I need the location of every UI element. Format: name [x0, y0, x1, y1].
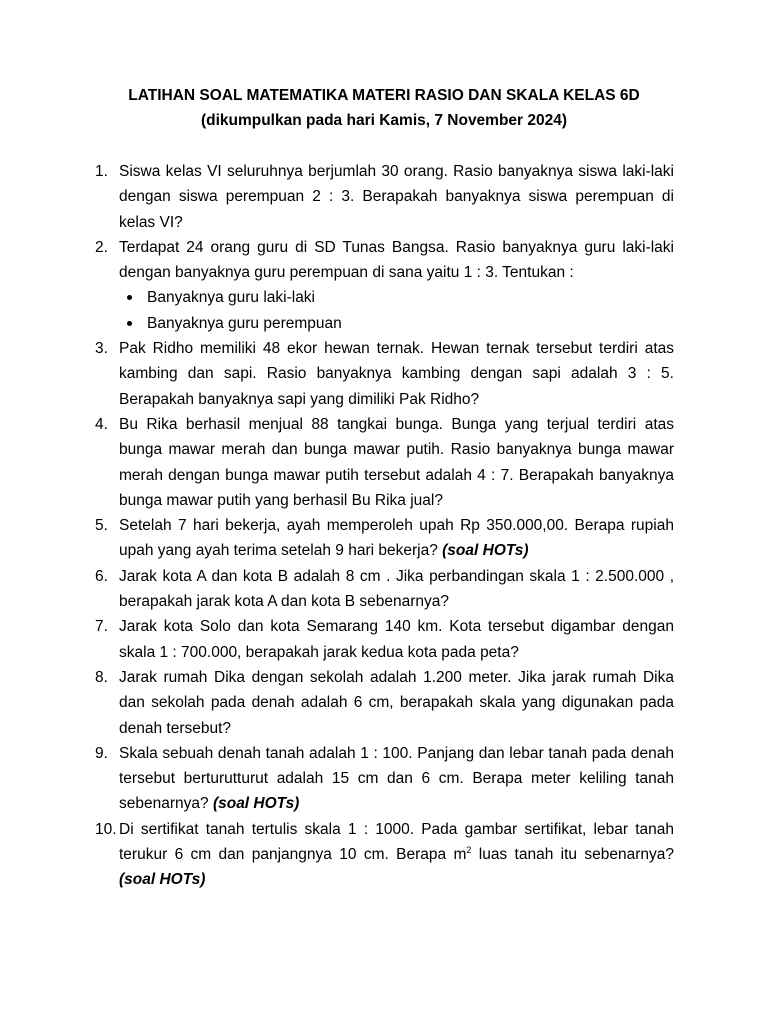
question-number: 5.	[95, 517, 108, 535]
question-text: Skala sebuah denah tanah adalah 1 : 100. Panjang dan lebar tanah pada denah tersebut berturutturut adalah 15 cm dan 6 cm. Berapa meter keliling tanah sebenarnya? (soal HOTs)	[119, 744, 674, 813]
question-item-2	[95, 235, 674, 336]
hots-tag: (soal HOTs)	[442, 542, 529, 560]
question-number: 10.	[95, 820, 117, 838]
question-list	[95, 159, 674, 893]
question-number: 7.	[95, 618, 108, 636]
question-text: Siswa kelas VI seluruhnya berjumlah 30 orang. Rasio banyaknya siswa laki-laki dengan siswa perempuan 2 : 3. Berapakah banyaknya siswa perempuan di kelas VI?	[119, 163, 674, 231]
question-text: Di sertifikat tanah tertulis skala 1 : 1000. Pada gambar sertifikat, lebar tanah terukur 6 cm dan panjangnya 10 cm. Berapa $m^2$ luas tanah itu sebenarnya? (soal HOTs)	[119, 820, 674, 889]
question-text: Pak Ridho memiliki 48 ekor hewan ternak. Hewan ternak tersebut terdiri atas kambing dan sapi. Rasio banyaknya kambing dengan sapi adalah 3 : 5. Berapakah banyaknya sapi yang dimiliki Pak Ridho?	[119, 340, 674, 408]
question-text: Terdapat 24 orang guru di SD Tunas Bangsa. Rasio banyaknya guru laki-laki dengan banyaknya guru perempuan di sana yaitu 1 : 3. Tentukan :	[119, 238, 674, 282]
question-text: Jarak kota A dan kota B adalah 8 cm . Jika perbandingan skala 1 : 2.500.000 , berapakah jarak kota A dan kota B sebenarnya?	[119, 567, 674, 611]
bullet-item: Banyaknya guru perempuan	[119, 311, 674, 336]
question-number: 9.	[95, 744, 108, 762]
question-text: Jarak rumah Dika dengan sekolah adalah 1.200 meter. Jika jarak rumah Dika dan sekolah pada denah adalah 6 cm, berapakah skala yang digunakan pada denah tersebut?	[119, 668, 674, 737]
question-item-5	[95, 513, 674, 564]
question-item-4	[95, 412, 674, 513]
bullet-list	[119, 285, 674, 336]
hots-tag: (soal HOTs)	[212, 795, 300, 813]
question-number: 8.	[95, 668, 108, 686]
hots-tag: (soal HOTs)	[119, 871, 206, 889]
question-number: 1.	[95, 163, 108, 180]
question-item-3	[95, 336, 674, 412]
question-text: Bu Rika berhasil menjual 88 tangkai bunga. Bunga yang terjual terdiri atas bunga mawar merah dan bunga mawar putih. Rasio banyaknya bunga mawar merah dengan bunga mawar putih tersebut adalah 4 : 7. Berapakah banyaknya bunga mawar putih yang berhasil Bu Rika jual?	[119, 415, 674, 509]
bullet-icon	[127, 321, 132, 326]
question-number: 4.	[95, 415, 108, 433]
question-text: Setelah 7 hari bekerja, ayah memperoleh upah Rp 350.000,00. Berapa rupiah upah yang ayah terima setelah 9 hari bekerja? (soal HOTs)	[119, 517, 674, 560]
document-title: LATIHAN SOAL MATEMATIKA MATERI RASIO DAN SKALA KELAS 6D	[128, 87, 640, 104]
bullet-icon	[127, 295, 132, 300]
superscript: 2	[466, 845, 472, 856]
question-item-7	[95, 614, 674, 665]
document-subtitle: (dikumpulkan pada hari Kamis, 7 November 2024)	[200, 112, 568, 129]
question-number: 6.	[95, 567, 108, 585]
question-number: 3.	[95, 340, 108, 358]
bullet-item: Banyaknya guru laki-laki	[119, 285, 674, 310]
question-item-10	[95, 817, 674, 893]
question-item-6	[95, 564, 674, 615]
question-text: Jarak kota Solo dan kota Semarang 140 km. Kota tersebut digambar dengan skala 1 : 700.000, berapakah jarak kedua kota pada peta?	[119, 618, 674, 661]
question-item-9	[95, 741, 674, 817]
question-item-1	[95, 159, 674, 235]
question-number: 2.	[95, 238, 108, 256]
question-item-8	[95, 665, 674, 741]
